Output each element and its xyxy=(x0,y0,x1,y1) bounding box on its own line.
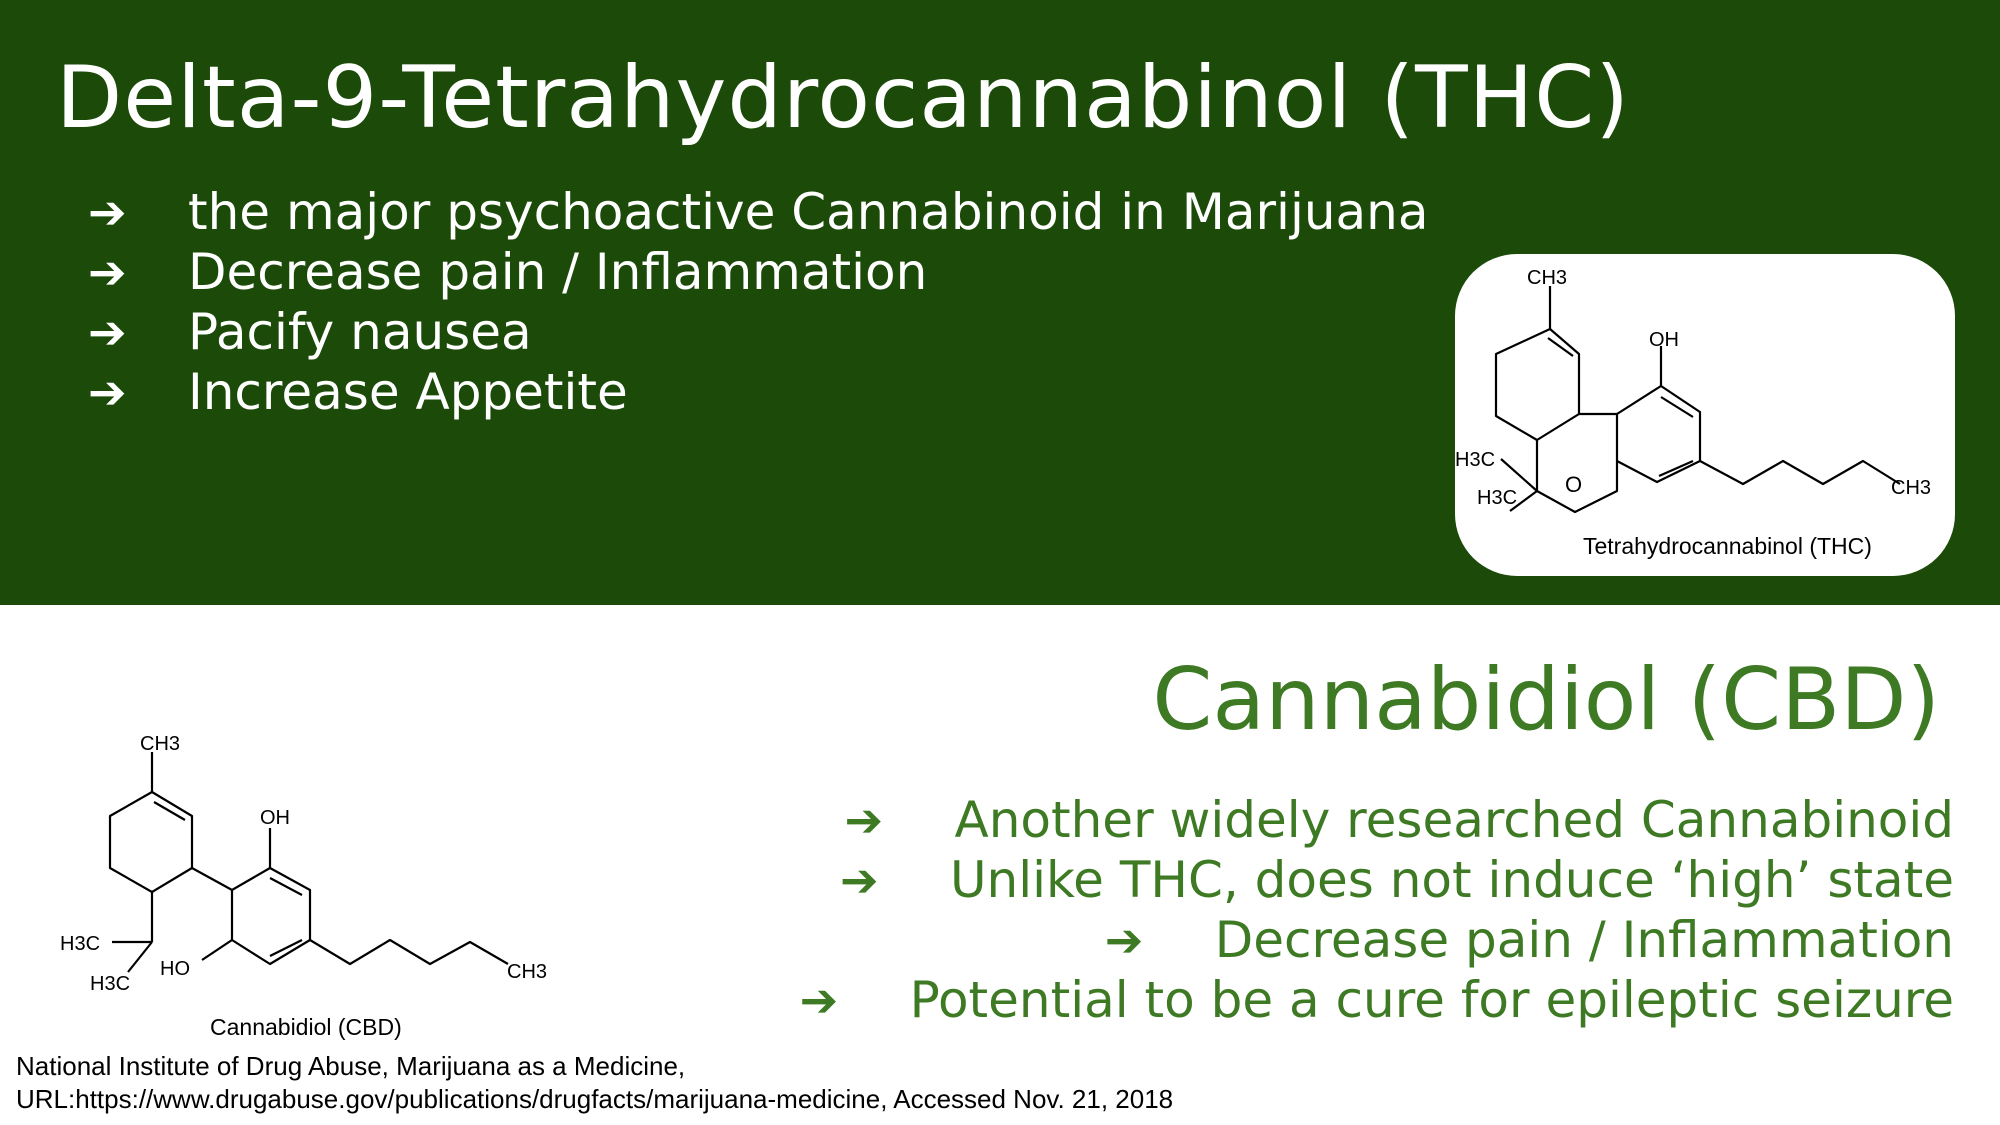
thc-structure-caption: Tetrahydrocannabinol (THC) xyxy=(1583,533,1872,559)
list-item xyxy=(800,970,1954,1030)
bullet-text: Unlike THC, does not induce ‘high’ state xyxy=(949,851,1954,909)
cbd-structure-card xyxy=(60,720,580,1050)
bullet-text: Decrease pain / Inflammation xyxy=(188,243,928,301)
list-item xyxy=(88,362,1429,422)
bullet-text: Increase Appetite xyxy=(188,363,628,421)
arrow-icon: ➔ xyxy=(799,973,839,1027)
arrow-icon: ➔ xyxy=(844,793,884,847)
list-item xyxy=(88,182,1429,242)
cbd-bullet-list xyxy=(800,790,1954,1030)
cbd-label-h3c-b: H3C xyxy=(90,973,131,995)
arrow-icon: ➔ xyxy=(839,853,879,907)
arrow-icon: ➔ xyxy=(88,245,127,299)
list-item xyxy=(800,910,1954,970)
thc-label-oh: OH xyxy=(1649,329,1679,351)
citation-line-1: National Institute of Drug Abuse, Marijuana as a Medicine, xyxy=(16,1051,686,1081)
cbd-label-oh: OH xyxy=(260,807,290,829)
bullet-text: Another widely researched Cannabinoid xyxy=(954,791,1954,849)
bullet-text: the major psychoactive Cannabinoid in Marijuana xyxy=(188,183,1429,241)
list-item xyxy=(800,850,1954,910)
thc-label-h3c-b: H3C xyxy=(1477,487,1518,509)
arrow-icon: ➔ xyxy=(88,365,127,419)
cbd-label-ho: HO xyxy=(160,958,190,980)
citation xyxy=(16,1050,1173,1116)
thc-label-ch3-top: CH3 xyxy=(1527,267,1568,289)
bullet-text: Potential to be a cure for epileptic seizure xyxy=(909,971,1954,1029)
thc-structure-diagram xyxy=(1455,254,1955,576)
arrow-icon: ➔ xyxy=(1104,913,1144,967)
bullet-text: Decrease pain / Inflammation xyxy=(1214,911,1954,969)
thc-bullet-list xyxy=(88,182,1429,422)
thc-label-o: O xyxy=(1565,472,1583,497)
list-item xyxy=(800,790,1954,850)
thc-label-ch3-tail: CH3 xyxy=(1891,477,1932,499)
cbd-label-ch3-top: CH3 xyxy=(140,733,181,755)
thc-title: Delta-9-Tetrahydrocannabinol (THC) xyxy=(56,48,1630,148)
cbd-structure-diagram xyxy=(60,720,580,1050)
list-item xyxy=(88,302,1429,362)
arrow-icon: ➔ xyxy=(88,305,127,359)
cbd-title: Cannabidiol (CBD) xyxy=(1152,650,1940,750)
list-item xyxy=(88,242,1429,302)
bullet-text: Pacify nausea xyxy=(188,303,532,361)
thc-label-h3c-a: H3C xyxy=(1455,449,1496,471)
citation-line-2: URL:https://www.drugabuse.gov/publications/drugfacts/marijuana-medicine, Accessed Nov. 21, 2018 xyxy=(16,1084,1174,1114)
cbd-label-ch3-tail: CH3 xyxy=(507,961,548,983)
thc-structure-card xyxy=(1455,254,1955,576)
cbd-structure-caption: Cannabidiol (CBD) xyxy=(210,1014,402,1040)
arrow-icon: ➔ xyxy=(88,185,127,239)
cbd-label-h3c-a: H3C xyxy=(60,933,101,955)
